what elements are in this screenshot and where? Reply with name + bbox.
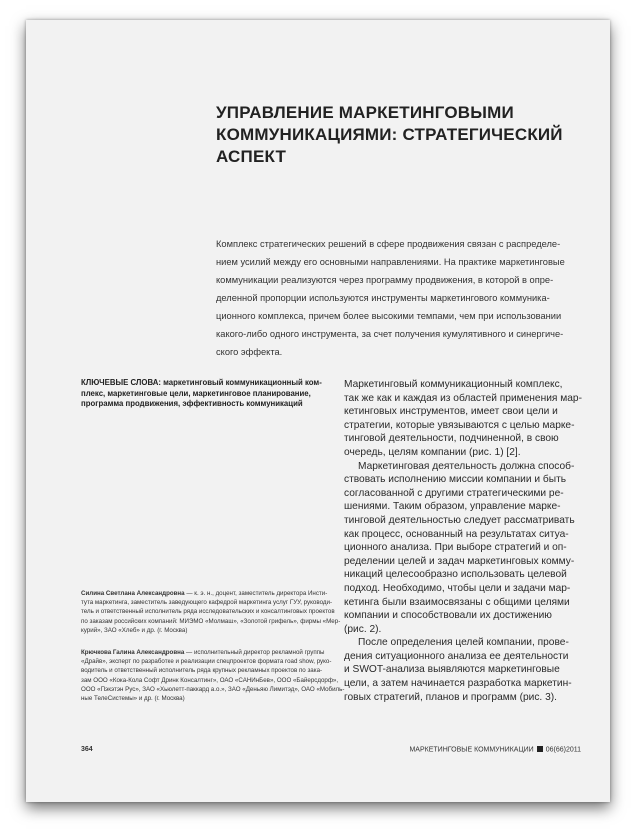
keywords-line: КЛЮЧЕВЫЕ СЛОВА: маркетинговый коммуникационный ком- [81, 378, 322, 387]
abstract-line: Комплекс стратегических решений в сфере продвижения связан с распределе- [216, 239, 561, 249]
author-bio-line: курий», ЗАО «Хлеб» и др. (г. Москва) [81, 626, 188, 634]
author-bio-line: ООО «Пэкэтэн Рус», ЗАО «Хьюлетт-паккард а.о.», ЗАО «Деньяю Лимитэд», ОАО «Мобиль- [81, 685, 345, 693]
article-body [344, 378, 592, 704]
body-line: очередь, целям компании (рис. 1) [2]. [344, 446, 521, 458]
author-bio-text: — исполнительный директор рекламной группы [184, 649, 325, 656]
abstract-line: ционного комплекса, причем более высокими темпами, чем при использовании [216, 311, 562, 321]
journal-name: МАРКЕТИНГОВЫЕ КОММУНИКАЦИИ [409, 746, 534, 754]
body-line: ционного анализа. При выборе стратегий и оп- [344, 542, 567, 554]
body-line: стратегии, которые увязываются с целью марке- [344, 419, 575, 431]
body-line: (рис. 2). [344, 623, 382, 635]
page-number: 364 [81, 746, 93, 753]
author-bio [81, 648, 345, 703]
body-line: говых стратегий, планов и программ (рис. 3). [344, 691, 557, 703]
article-abstract [216, 235, 582, 361]
author-name: Крючкова Галина Александровна [81, 649, 185, 656]
title-line: УПРАВЛЕНИЕ МАРКЕТИНГОВЫМИ [216, 103, 514, 122]
body-line: и SWOT-анализа выявляются маркетинговые [344, 664, 560, 676]
author-name: Силина Светлана Александровна [81, 590, 185, 597]
abstract-line: коммуникации реализуются через программу продвижения, в которой в опре- [216, 275, 554, 285]
body-line: кетинга были взаимосвязаны с общими целями [344, 596, 570, 608]
body-line: ствовать исполнению миссии компании и быть [344, 474, 567, 486]
author-bio [81, 589, 341, 635]
abstract-line: нием усилий между его основными направлениями. На практике маркетинговые [216, 257, 565, 267]
title-line: АСПЕКТ [216, 147, 287, 166]
author-bio-line [81, 648, 326, 657]
keywords-line: плекс, маркетинговые цели, маркетинговое планирование, [81, 388, 311, 398]
author-bio-line: водитель и ответственный исполнитель ряда крупных рекламных проектов по зака- [81, 667, 323, 675]
body-line: Маркетинговая деятельность должна способ- [358, 460, 575, 472]
body-line: никаций целесообразно использовать целевой [344, 569, 567, 581]
body-line: подход. Необходимо, чтобы цели и задачи мар- [344, 582, 571, 594]
abstract-line: ского эффекта. [216, 347, 283, 357]
body-line: После определения целей компании, прове- [358, 637, 569, 649]
body-line: Маркетинговый коммуникационный комплекс, [344, 379, 563, 390]
author-bio-line: по заказам российских компаний: МИЭМО «Молмаш», «Золотой грифель», фирмы «Мер- [81, 617, 341, 625]
journal-page [26, 20, 610, 802]
author-bio-line: зам ООО «Кока-Кола Софт Дринк Консалтинг», ОАО «САНИнБев», ООО «Байерсдорф», [81, 676, 339, 684]
author-bio-line: «Драйв», эксперт по разработке и реализации спецпроектов формата road show, руко- [81, 658, 332, 666]
keywords-line: программа продвижения, эффективность коммуникаций [81, 399, 303, 409]
body-line: тинговой деятельности, подчиненной, в свою [344, 433, 559, 445]
body-line: ределении целей и задач маркетинговых комму- [344, 555, 575, 567]
abstract-line: деленной пропорции используются инструменты маркетингового коммуника- [216, 293, 550, 303]
title-line: КОММУНИКАЦИЯМИ: СТРАТЕГИЧЕСКИЙ [216, 125, 563, 144]
journal-issue: 06(66)2011 [545, 746, 581, 754]
body-line: как процесс, основанный на результатах ситуа- [344, 528, 569, 540]
body-line: так же как и каждая из областей применения мар- [344, 392, 582, 404]
author-bio-line: ные ТелеСистемы» и др. (г. Москва) [81, 695, 185, 703]
body-line: кетинговых инструментов, имеет свои цели и [344, 406, 558, 418]
square-separator-icon [537, 746, 543, 752]
author-bio-line: тута маркетинга, заместитель заведующего кафедрой маркетинга услуг ГУУ, руководи- [81, 599, 333, 607]
journal-footer [409, 746, 581, 754]
keywords-block [81, 378, 331, 410]
author-bio-text: — к. э. н., доцент, заместитель директора Инсти- [184, 590, 328, 597]
article-title [216, 102, 576, 168]
body-line: цели, а затем начинается разработка маркетин- [344, 678, 572, 690]
body-line: компании и способствовали их достижению [344, 610, 552, 622]
author-bio-line [81, 589, 326, 598]
body-line: тинговой деятельностью следует рассматривать [344, 514, 575, 526]
body-line: согласованной с другими стратегическими ре- [344, 487, 564, 499]
author-bio-line: тель и ответственный исполнитель ряда исследовательских и консалтинговых проектов [81, 608, 335, 616]
abstract-line: какого-либо одного инструмента, за счет получения кумулятивного и синергиче- [216, 329, 564, 339]
body-line: дения ситуационного анализа ее деятельности [344, 650, 569, 662]
body-line: шениями. Таким образом, управление марке- [344, 501, 561, 513]
